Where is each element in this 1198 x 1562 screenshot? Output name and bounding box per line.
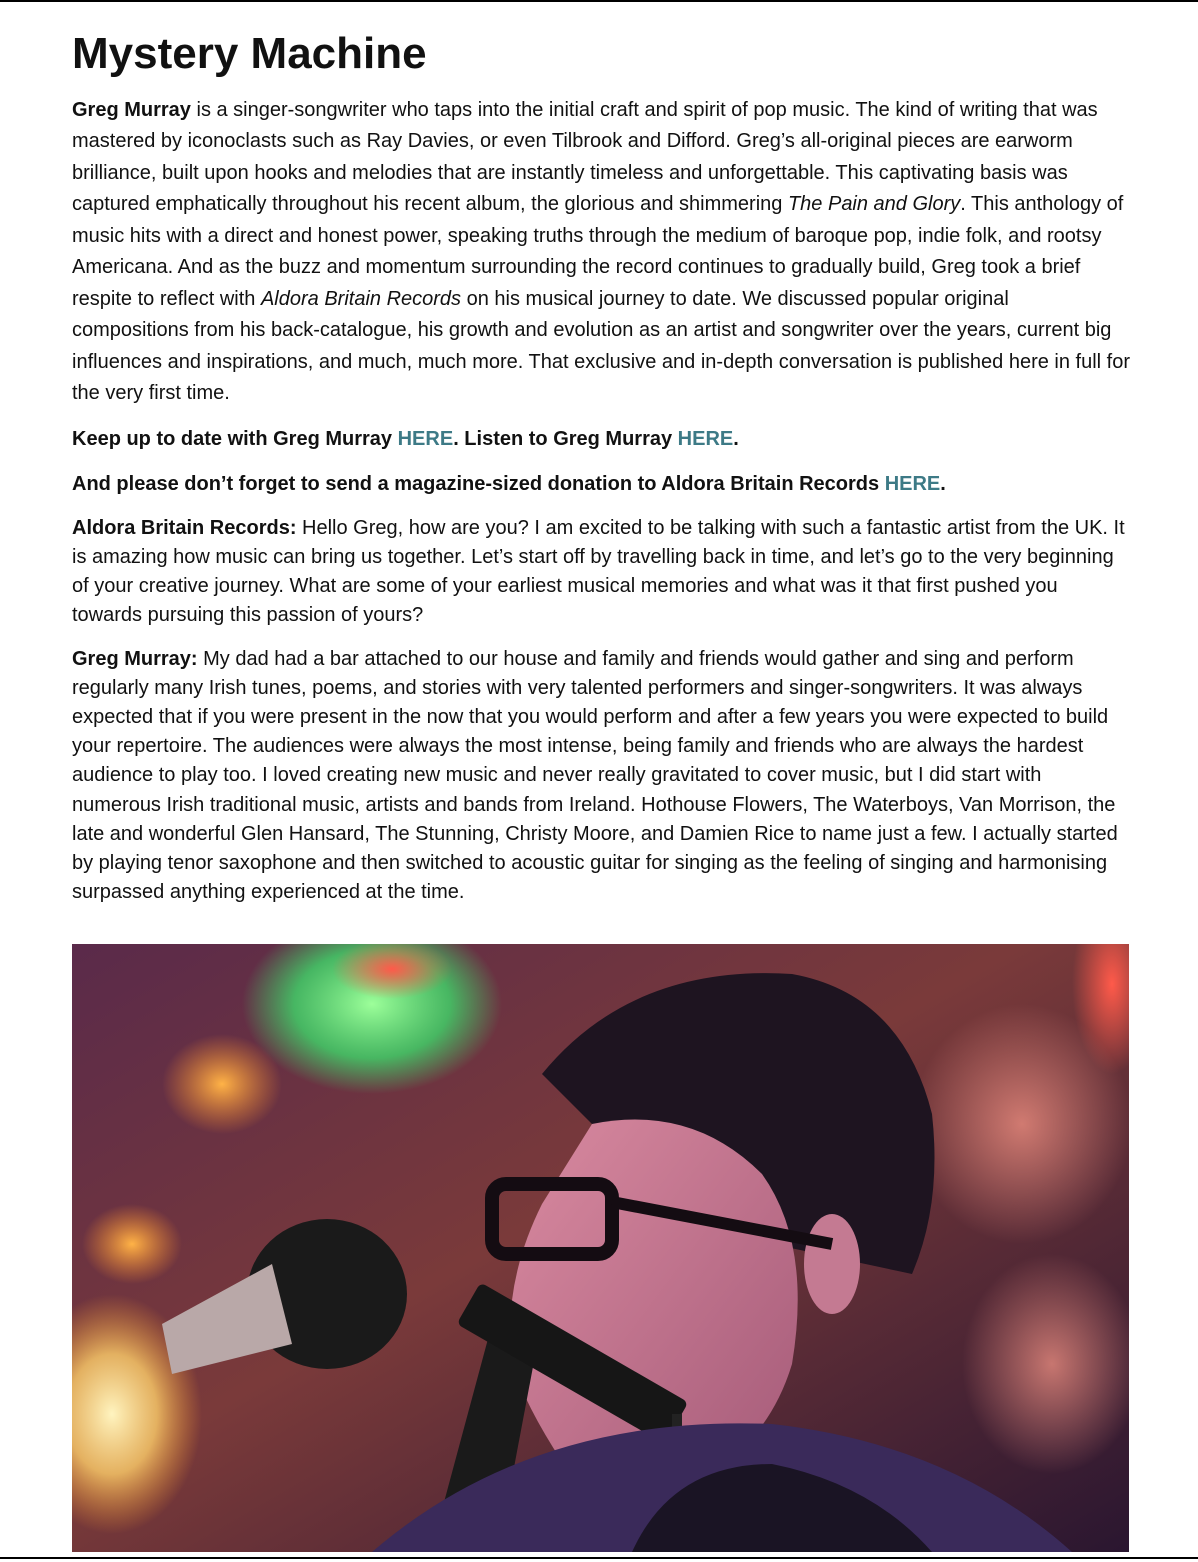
- top-border: [0, 0, 1198, 2]
- links-period: .: [733, 427, 739, 450]
- intro-text-2: . This anthology of music hits with a direct and honest power, speaking truths through the medium of baroque pop, indie folk, and rootsy Americana. And as the buzz and momentum surrounding the record continues to gradually build, Greg took a brief respite to reflect with: [72, 193, 1124, 310]
- bottom-border: [0, 1557, 1198, 1559]
- answer-speaker: Greg Murray:: [72, 647, 198, 670]
- listen-text: . Listen to Greg Murray: [453, 427, 678, 450]
- album-title: The Pain and Glory: [787, 193, 961, 216]
- artist-photo: [72, 944, 1129, 1552]
- label-name: Aldora Britain Records: [260, 287, 462, 310]
- answer-text: My dad had a bar attached to our house and family and friends would gather and sing and perform regularly many Irish tunes, poems, and stories with very talented performers and singer-songwriters. It was always expected that if you were present in the now that you would perform and after a few years you were expected to build your repertoire. The audiences were always the most intense, being family and friends who are always the hardest audience to play too. I loved creating new music and never really gravitated to cover music, but I did start with numerous Irish traditional music, artists and bands from Ireland. Hothouse Flowers, The Waterboys, Van Morrison, the late and wonderful Glen Hansard, The Stunning, Christy Moore, and Damien Rice to name just a few. I actually started by playing tenor saxophone and then switched to acoustic guitar for singing as the feeling of singing and harmonising surpassed anything experienced at the time.: [72, 647, 1118, 904]
- follow-text: Keep up to date with Greg Murray: [72, 427, 398, 450]
- question-speaker: Aldora Britain Records:: [72, 516, 297, 539]
- question-text: Hello Greg, how are you? I am excited to be talking with such a fantastic artist from the UK. It is amazing how music can bring us together. Let’s start off by travelling back in time, and let’s go to the very beginning of your creative journey. What are some of your earliest musical memories and what was it that first pushed you towards pursuing this passion of yours?: [72, 516, 1125, 627]
- intro-paragraph: [72, 95, 1130, 410]
- follow-link[interactable]: HERE: [397, 427, 454, 450]
- page-title: Mystery Machine: [72, 29, 427, 78]
- listen-link[interactable]: HERE: [677, 427, 734, 450]
- intro-text-1: is a singer-songwriter who taps into the initial craft and spirit of pop music. The kind of writing that was mastered by iconoclasts such as Ray Davies, or even Tilbrook and Difford. Greg’s all-original pieces are earworm brilliance, built upon hooks and melodies that are instantly timeless and unforgettable. This captivating basis was captured emphatically throughout his recent album, the glorious and shimmering: [72, 98, 1098, 216]
- donation-text: And please don’t forget to send a magazine-sized donation to Aldora Britain Records: [72, 472, 885, 495]
- intro-text-3: on his musical journey to date. We discussed popular original compositions from his back-catalogue, his growth and evolution as an artist and songwriter over the years, current big influences and inspirations, and much, much more. That exclusive and in-depth conversation is published here in full for the very first time.: [72, 287, 1130, 405]
- donation-period: .: [940, 472, 946, 495]
- donation-line: [72, 469, 1130, 500]
- article: [72, 20, 1130, 921]
- donation-link[interactable]: HERE: [884, 472, 941, 495]
- interview-question: [72, 514, 1130, 631]
- artist-name: Greg Murray: [72, 98, 191, 121]
- follow-links-line: [72, 424, 1130, 455]
- interview-answer: [72, 645, 1130, 908]
